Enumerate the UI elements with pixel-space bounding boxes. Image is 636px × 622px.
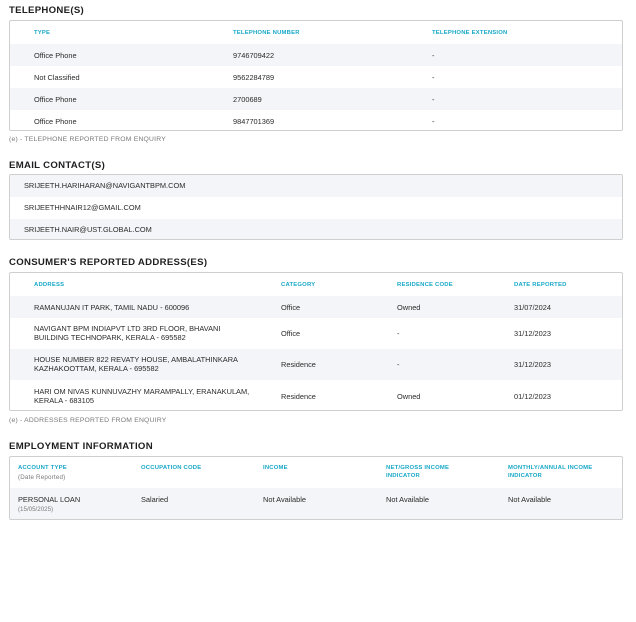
table-row: [10, 296, 622, 318]
phone-type: Not Classified: [34, 73, 80, 82]
phone-number: 9847701369: [233, 117, 275, 126]
phone-type: Office Phone: [34, 95, 77, 104]
col-header-category: CATEGORY: [281, 282, 316, 288]
address-text: [34, 387, 249, 405]
net-gross-value: Not Available: [386, 495, 430, 504]
address-category: Office: [281, 329, 301, 338]
address-date: 01/12/2023: [514, 392, 551, 401]
col-header-address: ADDRESS: [34, 282, 65, 288]
address-date: 31/12/2023: [514, 360, 551, 369]
col-header-income: INCOME: [263, 465, 288, 471]
employment-table: [9, 456, 623, 520]
address-line2: KERALA - 683105: [34, 396, 94, 405]
address-residence-code: Owned: [397, 392, 421, 401]
address-residence-code: -: [397, 360, 400, 369]
table-row: [10, 110, 622, 131]
address-category: Residence: [281, 360, 316, 369]
address-date: 31/12/2023: [514, 329, 551, 338]
phone-extension: -: [432, 95, 435, 104]
emails-list: [9, 174, 623, 240]
addresses-title: CONSUMER'S REPORTED ADDRESS(ES): [9, 257, 208, 268]
phone-number: 9562284789: [233, 73, 275, 82]
col-header-account-type: [18, 465, 67, 481]
addresses-note: (e) - ADDRESSES REPORTED FROM ENQUIRY: [9, 417, 167, 424]
col-header-date-reported: DATE REPORTED: [514, 282, 567, 288]
table-row: [10, 66, 622, 88]
list-item: [10, 219, 622, 240]
date-reported-value: (15/05/2025): [18, 506, 54, 513]
address-date: 31/07/2024: [514, 303, 551, 312]
col-header-type: TYPE: [34, 30, 51, 36]
monthly-line2: INDICATOR: [508, 472, 542, 479]
address-residence-code: -: [397, 329, 400, 338]
address-line1: HOUSE NUMBER 822 REVATY HOUSE, AMBALATHINKARA: [34, 355, 238, 364]
addresses-table: [9, 272, 623, 411]
phone-extension: -: [432, 117, 435, 126]
table-row: [10, 380, 622, 411]
account-type-value: PERSONAL LOAN: [18, 495, 81, 504]
address-line1: RAMANUJAN IT PARK, TAMIL NADU - 600096: [34, 303, 190, 312]
email-address: SRIJEETH.HARIHARAN@NAVIGANTBPM.COM: [24, 181, 186, 190]
address-line2: KAZHAKOOTTAM, KERALA - 695582: [34, 364, 159, 373]
occupation-value: Salaried: [141, 495, 169, 504]
address-category: Residence: [281, 392, 316, 401]
col-header-net-gross: [386, 465, 449, 480]
account-type-label: ACCOUNT TYPE: [18, 465, 67, 471]
address-text: [34, 355, 238, 373]
address-text: [34, 324, 220, 342]
table-row: [10, 349, 622, 380]
telephones-table: [9, 20, 623, 131]
telephones-title: TELEPHONE(S): [9, 5, 85, 16]
col-header-extension: TELEPHONE EXTENSION: [432, 30, 508, 36]
list-item: [10, 175, 622, 197]
table-row: [10, 318, 622, 349]
net-gross-line1: NET/GROSS INCOME: [386, 465, 450, 471]
phone-number: 9746709422: [233, 51, 275, 60]
income-value: Not Available: [263, 495, 307, 504]
email-address: SRIJEETHHNAIR12@GMAIL.COM: [24, 203, 141, 212]
phone-extension: -: [432, 51, 435, 60]
address-line2: BUILDING TECHNOPARK, KERALA - 695582: [34, 333, 186, 342]
address-line1: HARI OM NIVAS KUNNUVAZHY MARAMPALLY, ERANAKULAM,: [34, 387, 250, 396]
col-header-residence-code: RESIDENCE CODE: [397, 282, 453, 288]
telephones-note: (e) - TELEPHONE REPORTED FROM ENQUIRY: [9, 136, 166, 143]
address-residence-code: Owned: [397, 303, 421, 312]
employment-account-type: [18, 495, 80, 514]
date-reported-label: (Date Reported): [18, 474, 66, 481]
net-gross-line2: INDICATOR: [386, 472, 420, 479]
phone-type: Office Phone: [34, 117, 77, 126]
table-row: [10, 88, 622, 110]
address-line1: NAVIGANT BPM INDIAPVT LTD 3RD FLOOR, BHAVANI: [34, 324, 221, 333]
list-item: [10, 197, 622, 219]
monthly-line1: MONTHLY/ANNUAL INCOME: [508, 465, 593, 471]
col-header-monthly-annual: [508, 465, 592, 480]
table-row: [10, 44, 622, 66]
emails-title: EMAIL CONTACT(S): [9, 160, 106, 171]
address-category: Office: [281, 303, 301, 312]
employment-title: EMPLOYMENT INFORMATION: [9, 441, 153, 452]
table-row: [10, 488, 622, 520]
col-header-occupation: OCCUPATION CODE: [141, 465, 202, 471]
phone-type: Office Phone: [34, 51, 77, 60]
phone-number: 2700689: [233, 95, 262, 104]
monthly-annual-value: Not Available: [508, 495, 552, 504]
email-address: SRIJEETH.NAIR@UST.GLOBAL.COM: [24, 225, 152, 234]
col-header-number: TELEPHONE NUMBER: [233, 30, 300, 36]
phone-extension: -: [432, 73, 435, 82]
